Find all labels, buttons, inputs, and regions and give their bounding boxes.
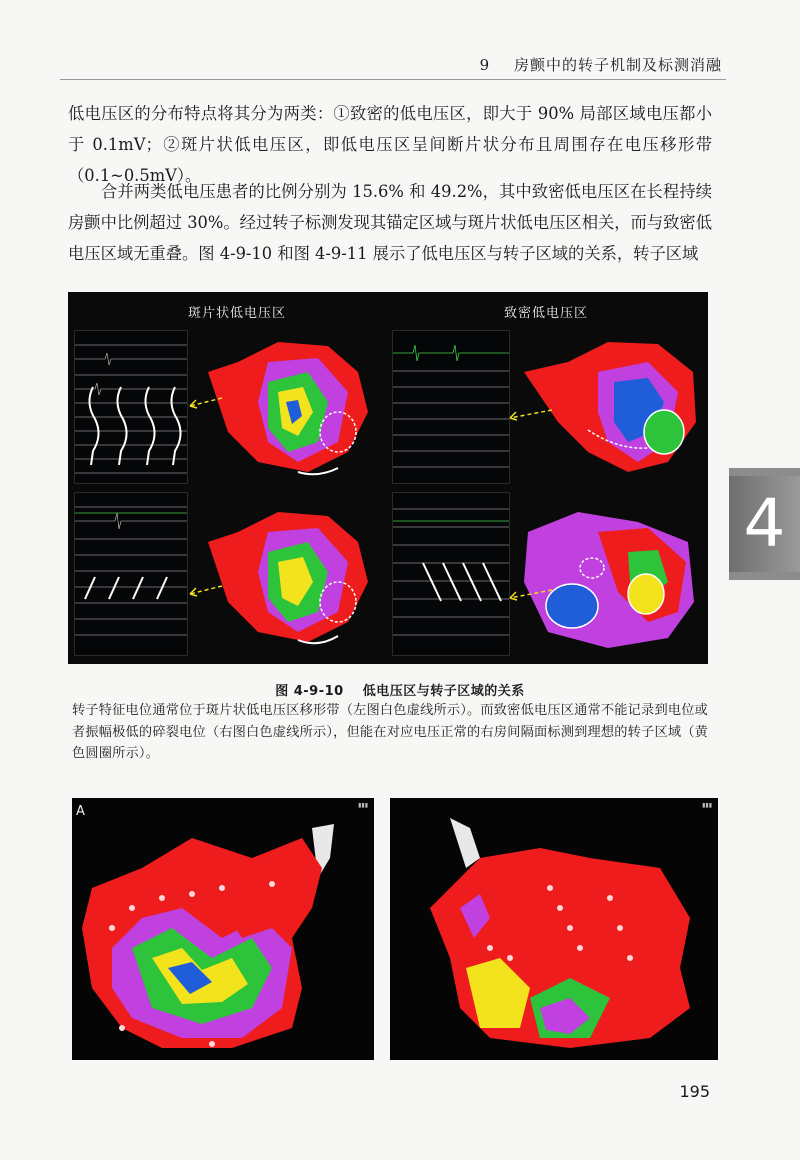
running-header <box>480 54 722 75</box>
connector-arrow-top-left <box>184 392 224 412</box>
page-number: 195 <box>679 1082 710 1101</box>
connector-arrow-top-right <box>504 404 554 424</box>
connector-arrow-bottom-right <box>504 584 554 604</box>
figure-panel-b <box>390 798 718 1060</box>
ecg-panel-top-left <box>74 330 188 484</box>
figure-label-left: 斑片状低电压区 <box>188 306 287 321</box>
ecg-panel-bottom-left <box>74 492 188 656</box>
scale-readout-a: ▮▮▮ <box>358 802 368 809</box>
header-rule <box>60 79 726 80</box>
voltage-map-bottom-right <box>518 502 703 652</box>
paragraph-1: 低电压区的分布特点将其分为两类：①致密的低电压区，即大于 90% 局部区域电压都小于 0.1mV；②斑片状低电压区，即低电压区呈间断片状分布且周围存在电压移形带（0.1~0.5mV）。 <box>68 104 712 186</box>
chapter-title: 房颤中的转子机制及标测消融 <box>513 56 722 74</box>
connector-arrow-bottom-left <box>184 580 224 600</box>
figure-label-right: 致密低电压区 <box>504 306 589 321</box>
ecg-panel-top-right <box>392 330 510 484</box>
chapter-side-tab <box>729 468 800 580</box>
ecg-panel-bottom-right <box>392 492 510 656</box>
chapter-number: 9 <box>479 56 491 74</box>
panel-letter-a: A <box>76 804 85 819</box>
voltage-map-panel-a <box>72 798 374 1060</box>
caption-title: 低电压区与转子区域的关系 <box>362 684 525 699</box>
voltage-map-bottom-left <box>198 502 378 652</box>
figure-caption <box>0 680 800 699</box>
paragraph-2: 合并两类低电压患者的比例分别为 15.6% 和 49.2%，其中致密低电压区在长程持续房颤中比例超过 30%。经过转子标测发现其锚定区域与斑片状低电压区相关，而与致密低电压区域无重叠。图 4-9-10 和图 4-9-11 展示了低电压区与转子区域的关系，转子区域 <box>68 182 712 264</box>
voltage-map-top-left <box>198 332 378 482</box>
figure-panel-a <box>72 798 374 1060</box>
scale-readout-b: ▮▮▮ <box>702 802 712 809</box>
voltage-map-panel-b <box>390 798 718 1060</box>
figure-4-9-10 <box>68 292 708 664</box>
figure-note: 转子特征电位通常位于斑片状低电压区移形带（左图白色虚线所示）。而致密低电压区通常不能记录到电位或者振幅极低的碎裂电位（右图白色虚线所示），但能在对应电压正常的右房间隔面标测到理想的转子区域（黄色圆圈所示）。 <box>72 703 708 761</box>
chapter-tab-number: 4 <box>729 476 800 572</box>
caption-number: 图 4-9-10 <box>275 684 344 699</box>
